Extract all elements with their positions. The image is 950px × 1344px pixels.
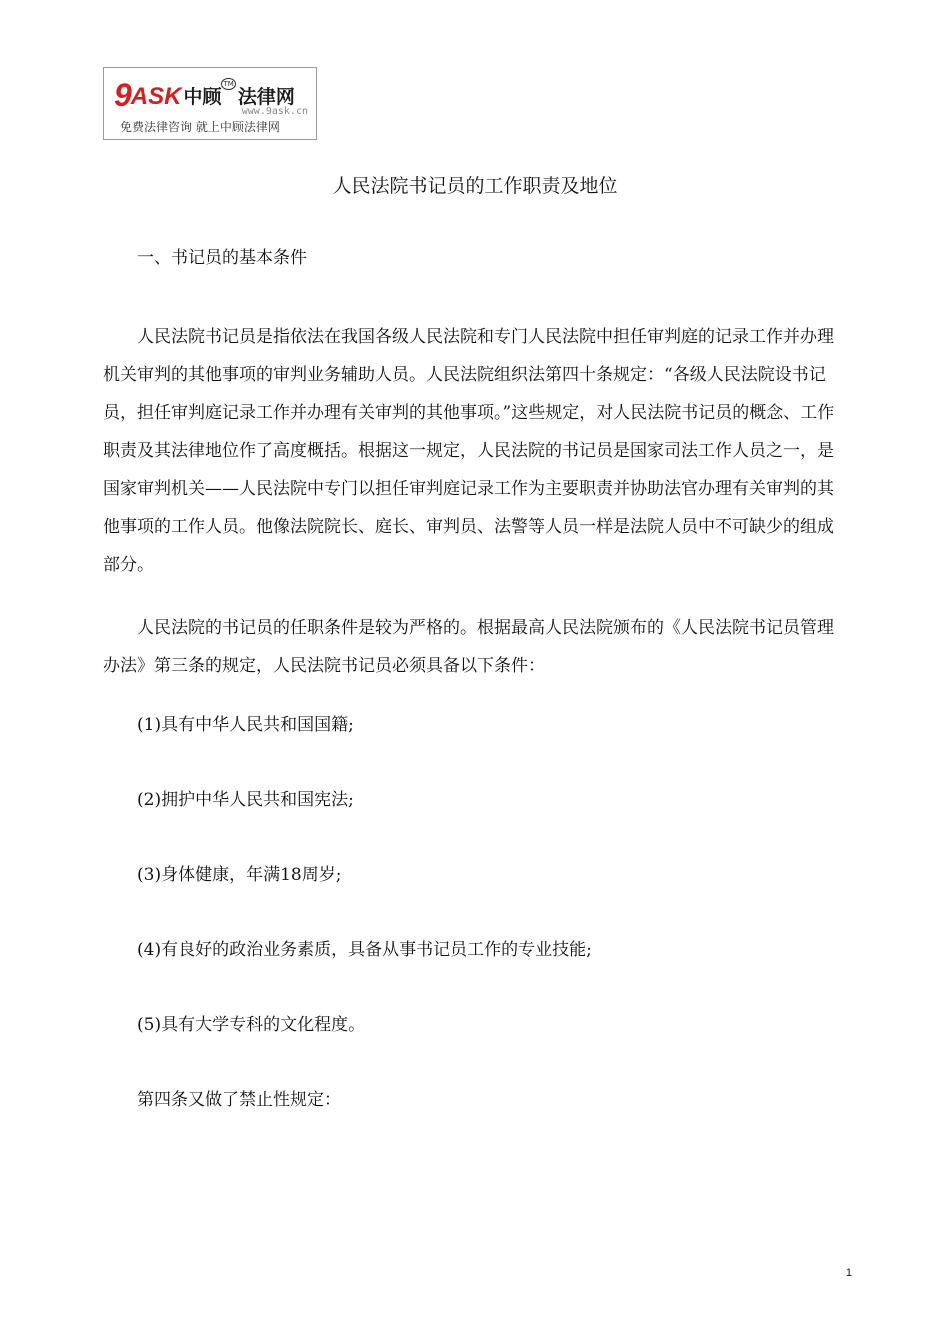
trademark-icon: TM — [223, 80, 234, 88]
document-title: 人民法院书记员的工作职责及地位 — [332, 175, 618, 197]
logo-brand-cn: 中顾 — [183, 86, 222, 108]
logo-ask-text: ASK — [130, 83, 182, 110]
body-paragraph: 人民法院书记员是指依法在我国各级人民法院和专门人民法院中担任审判庭的记录工作并办理机关审判的其他事项的审判业务辅助人员。人民法院组织法第四十条规定：“各级人民法院设书记员，担任审判庭记录工作并办理有关审判的其他事项。”这些规定，对人民法院书记员的概念、工作职责及其法律地位作了高度概括。根据这一规定，人民法院的书记员是国家司法工作人员之一，是国家审判机关——人民法院中专门以担任审判庭记录工作为主要职责并协助法官办理有关审判的其他事项的工作人员。他像法院院长、庭长、审判员、法警等人员一样是法院人员中不可缺少的组成部分。 — [103, 327, 835, 575]
section-heading: 一、书记员的基本条件 — [137, 248, 307, 268]
body-paragraph: 第四条又做了禁止性规定： — [137, 1090, 341, 1110]
logo-q-mark: 9 — [114, 77, 131, 113]
list-item: (3)身体健康，年满18周岁; — [137, 865, 342, 885]
list-item: (4)有良好的政治业务素质，具备从事书记员工作的专业技能; — [137, 940, 592, 960]
logo-brand-suffix: 法律网 — [237, 86, 295, 108]
logo-slogan: 免费法律咨询 就上中顾法律网 — [120, 120, 280, 134]
list-item: (1)具有中华人民共和国国籍; — [137, 715, 354, 735]
document-body — [103, 243, 847, 1160]
page-number: 1 — [845, 1267, 852, 1279]
logo-url: www.9ask.cn — [241, 106, 308, 117]
site-logo — [103, 67, 317, 140]
list-item: (2)拥护中华人民共和国宪法; — [137, 790, 354, 810]
body-paragraph: 人民法院的书记员的任职条件是较为严格的。根据最高人民法院颁布的《人民法院书记员管理办法》第三条的规定，人民法院书记员必须具备以下条件： — [103, 618, 834, 676]
list-item: (5)具有大学专科的文化程度。 — [137, 1015, 366, 1035]
